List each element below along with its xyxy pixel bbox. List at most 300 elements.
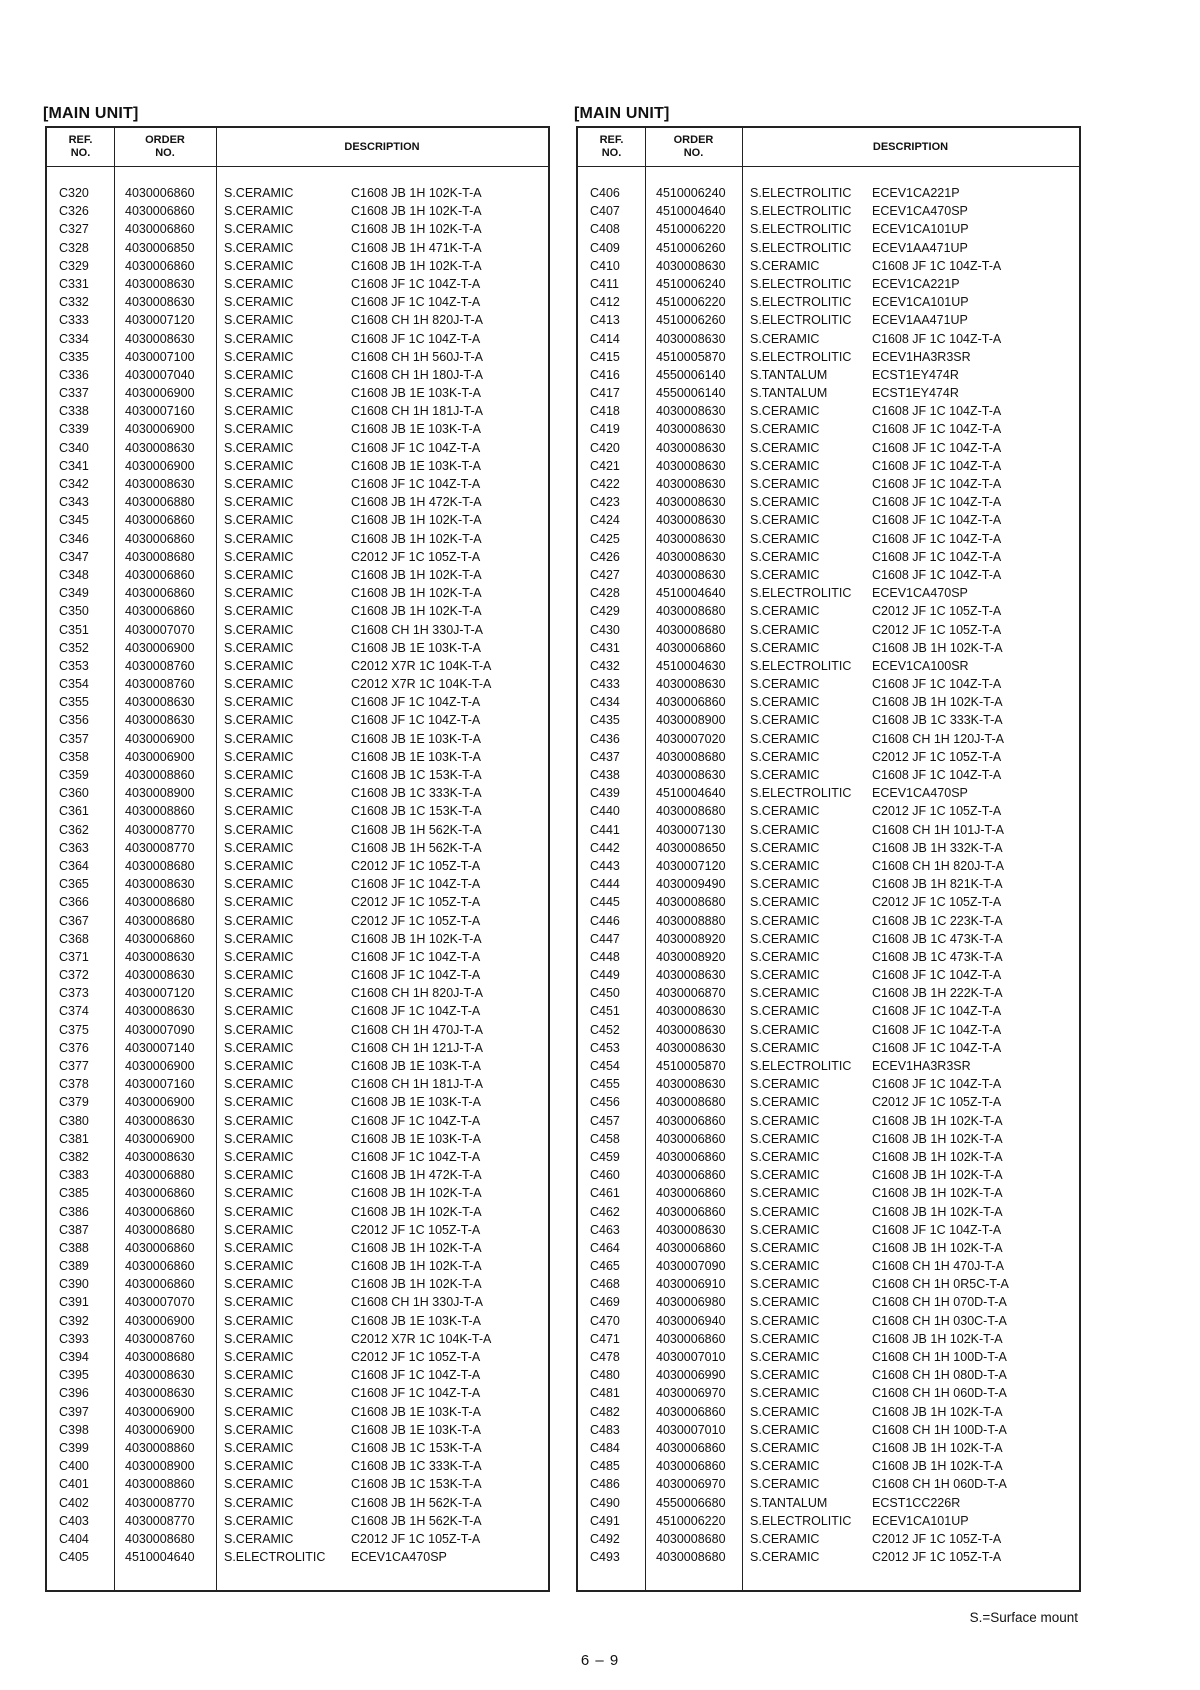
ref-cell: C481 xyxy=(590,1386,620,1401)
order-no-cell: 4030007140 xyxy=(125,1040,195,1055)
part-number-cell: C1608 JB 1H 102K-T-A xyxy=(351,204,482,219)
part-number-cell: ECEV1CA221P xyxy=(872,186,960,200)
part-type-cell: S.CERAMIC xyxy=(224,877,294,892)
table-row xyxy=(47,602,548,620)
order-no-cell: 4030006860 xyxy=(125,186,195,200)
part-number-cell: ECEV1CA470SP xyxy=(351,1550,447,1565)
order-no-cell: 4030008900 xyxy=(125,1459,195,1474)
part-type-cell: S.CERAMIC xyxy=(224,1513,294,1528)
table-row xyxy=(47,748,548,766)
ref-cell: C342 xyxy=(59,477,89,491)
table-row xyxy=(47,1184,548,1202)
part-type-cell: S.CERAMIC xyxy=(224,258,294,273)
ref-cell: C415 xyxy=(590,349,620,364)
order-no-cell: 4030008770 xyxy=(125,1495,195,1510)
ref-cell: C353 xyxy=(59,658,89,673)
ref-cell: C437 xyxy=(590,749,620,764)
part-number-cell: C1608 CH 1H 080D-T-A xyxy=(872,1368,1007,1383)
ref-cell: C398 xyxy=(59,1422,89,1437)
order-no-cell: 4030008630 xyxy=(125,477,195,491)
table-row xyxy=(578,875,1079,893)
order-no-cell: 4030008630 xyxy=(656,1222,726,1237)
part-number-cell: C1608 JF 1C 104Z-T-A xyxy=(351,1004,481,1019)
order-no-cell: 4030006860 xyxy=(656,1240,726,1255)
table-row xyxy=(47,657,548,675)
part-type-cell: S.CERAMIC xyxy=(224,768,294,782)
part-number-cell: C1608 JB 1C 153K-T-A xyxy=(351,804,482,819)
order-no-cell: 4030006860 xyxy=(125,567,195,582)
part-type-cell: S.CERAMIC xyxy=(224,1004,294,1019)
part-number-cell: ECST1EY474R xyxy=(872,386,959,401)
order-no-cell: 4030007090 xyxy=(656,1259,726,1274)
ref-cell: C426 xyxy=(590,549,620,564)
part-type-cell: S.CERAMIC xyxy=(224,586,294,601)
right-parts-section xyxy=(576,102,1081,1592)
part-number-cell: ECEV1AA471UP xyxy=(872,240,968,255)
part-type-cell: S.CERAMIC xyxy=(750,604,820,619)
table-row xyxy=(578,1494,1079,1512)
part-number-cell: C1608 JB 1E 103K-T-A xyxy=(351,1404,481,1419)
part-type-cell: S.CERAMIC xyxy=(224,440,294,455)
part-type-cell: S.CERAMIC xyxy=(750,986,820,1001)
table-row xyxy=(47,875,548,893)
part-type-cell: S.CERAMIC xyxy=(750,1350,820,1364)
order-no-cell: 4030008630 xyxy=(125,949,195,964)
order-no-cell: 4030006880 xyxy=(125,1168,195,1183)
part-number-cell: C1608 JF 1C 104Z-T-A xyxy=(351,1113,481,1128)
ref-cell: C408 xyxy=(590,222,620,237)
table-row xyxy=(47,893,548,911)
part-type-cell: S.CERAMIC xyxy=(224,240,294,255)
order-no-cell: 4030007160 xyxy=(125,404,195,419)
part-type-cell: S.CERAMIC xyxy=(224,531,294,546)
table-row xyxy=(47,711,548,729)
ref-cell: C416 xyxy=(590,367,620,382)
order-no-cell: 4030006860 xyxy=(125,1186,195,1201)
part-type-cell: S.CERAMIC xyxy=(224,1040,294,1055)
ref-cell: C363 xyxy=(59,840,89,855)
order-no-cell: 4030008630 xyxy=(125,1386,195,1401)
order-no-cell: 4030006860 xyxy=(125,204,195,219)
order-no-cell: 4030006940 xyxy=(656,1313,726,1328)
ref-cell: C331 xyxy=(59,276,89,291)
part-number-cell: C1608 CH 1H 120J-T-A xyxy=(872,731,1005,746)
order-no-cell: 4030008680 xyxy=(125,1222,195,1237)
order-no-cell: 4510006220 xyxy=(656,1513,726,1528)
part-type-cell: S.CERAMIC xyxy=(224,331,294,346)
part-number-cell: C1608 JB 1H 102K-T-A xyxy=(351,1240,482,1255)
table-row xyxy=(578,766,1079,784)
table-row xyxy=(47,366,548,384)
order-no-cell: 4030008630 xyxy=(125,276,195,291)
ref-cell: C419 xyxy=(590,422,620,437)
table-row xyxy=(47,311,548,329)
table-header xyxy=(47,128,548,167)
table-body xyxy=(47,184,548,1566)
ref-cell: C486 xyxy=(590,1477,620,1492)
part-type-cell: S.CERAMIC xyxy=(750,1404,820,1419)
table-row xyxy=(578,1203,1079,1221)
part-type-cell: S.CERAMIC xyxy=(224,567,294,582)
part-number-cell: C1608 CH 1H 060D-T-A xyxy=(872,1477,1007,1492)
order-no-cell: 4030008630 xyxy=(125,1149,195,1164)
part-number-cell: C1608 JF 1C 104Z-T-A xyxy=(351,877,481,892)
part-type-cell: S.CERAMIC xyxy=(224,731,294,746)
part-number-cell: C1608 JF 1C 104Z-T-A xyxy=(351,949,481,964)
part-type-cell: S.CERAMIC xyxy=(750,1477,820,1492)
table-row xyxy=(47,257,548,275)
ref-cell: C366 xyxy=(59,895,89,910)
part-type-cell: S.CERAMIC xyxy=(750,1095,820,1110)
part-type-cell: S.CERAMIC xyxy=(750,549,820,564)
part-type-cell: S.CERAMIC xyxy=(224,931,294,946)
ref-cell: C459 xyxy=(590,1149,620,1164)
part-type-cell: S.CERAMIC xyxy=(224,677,294,692)
part-type-cell: S.CERAMIC xyxy=(224,367,294,382)
part-type-cell: S.CERAMIC xyxy=(224,1277,294,1292)
order-no-cell: 4030006900 xyxy=(125,1131,195,1146)
part-number-cell: C1608 JB 1H 472K-T-A xyxy=(351,495,482,510)
part-type-cell: S.CERAMIC xyxy=(224,749,294,764)
table-row xyxy=(47,912,548,930)
header-description: DESCRIPTION xyxy=(872,140,949,153)
ref-cell: C360 xyxy=(59,786,89,801)
table-row xyxy=(578,202,1079,220)
ref-cell: C339 xyxy=(59,422,89,437)
ref-cell: C447 xyxy=(590,931,620,946)
ref-cell: C394 xyxy=(59,1350,89,1364)
order-no-cell: 4030006860 xyxy=(125,258,195,273)
order-no-cell: 4030008680 xyxy=(125,858,195,873)
ref-cell: C350 xyxy=(59,604,89,619)
table-row xyxy=(578,402,1079,420)
table-row xyxy=(578,293,1079,311)
left-parts-table xyxy=(45,126,550,1592)
part-number-cell: C1608 JF 1C 104Z-T-A xyxy=(872,567,1002,582)
order-no-cell: 4030008760 xyxy=(125,677,195,692)
part-number-cell: C2012 X7R 1C 104K-T-A xyxy=(351,1331,492,1346)
ref-cell: C327 xyxy=(59,222,89,237)
table-row xyxy=(578,1148,1079,1166)
order-no-cell: 4030008760 xyxy=(125,658,195,673)
part-type-cell: S.CERAMIC xyxy=(750,1295,820,1310)
ref-cell: C427 xyxy=(590,567,620,582)
part-type-cell: S.CERAMIC xyxy=(224,549,294,564)
table-row xyxy=(47,1166,548,1184)
ref-cell: C391 xyxy=(59,1295,89,1310)
table-row xyxy=(47,1057,548,1075)
ref-cell: C359 xyxy=(59,768,89,782)
order-no-cell: 4550006680 xyxy=(656,1495,726,1510)
order-no-cell: 4030006900 xyxy=(125,1404,195,1419)
order-no-cell: 4030006900 xyxy=(125,458,195,473)
order-no-cell: 4030006900 xyxy=(125,1422,195,1437)
part-type-cell: S.CERAMIC xyxy=(750,1040,820,1055)
ref-cell: C428 xyxy=(590,586,620,601)
part-type-cell: S.CERAMIC xyxy=(750,1222,820,1237)
ref-cell: C347 xyxy=(59,549,89,564)
ref-cell: C461 xyxy=(590,1186,620,1201)
ref-cell: C340 xyxy=(59,440,89,455)
part-number-cell: C1608 JF 1C 104Z-T-A xyxy=(872,258,1002,273)
table-row xyxy=(47,1257,548,1275)
part-type-cell: S.CERAMIC xyxy=(224,349,294,364)
part-type-cell: S.CERAMIC xyxy=(750,622,820,637)
table-row xyxy=(578,1403,1079,1421)
ref-cell: C462 xyxy=(590,1204,620,1219)
order-no-cell: 4030008770 xyxy=(125,822,195,837)
part-type-cell: S.CERAMIC xyxy=(750,1168,820,1183)
part-type-cell: S.CERAMIC xyxy=(224,513,294,528)
part-number-cell: C1608 JB 1H 102K-T-A xyxy=(872,1186,1003,1201)
table-row xyxy=(47,730,548,748)
part-number-cell: C1608 JF 1C 104Z-T-A xyxy=(351,1368,481,1383)
order-no-cell: 4030007120 xyxy=(125,986,195,1001)
order-no-cell: 4030008680 xyxy=(125,913,195,928)
part-number-cell: C1608 JB 1H 562K-T-A xyxy=(351,840,482,855)
order-no-cell: 4030008630 xyxy=(656,1077,726,1092)
order-no-cell: 4030008630 xyxy=(656,331,726,346)
table-row xyxy=(578,548,1079,566)
part-type-cell: S.CERAMIC xyxy=(224,1350,294,1364)
part-type-cell: S.ELECTROLITIC xyxy=(750,204,852,219)
order-no-cell: 4030007090 xyxy=(125,1022,195,1037)
part-number-cell: C1608 JB 1H 102K-T-A xyxy=(351,931,482,946)
ref-cell: C442 xyxy=(590,840,620,855)
order-no-cell: 4030006900 xyxy=(125,386,195,401)
part-number-cell: C1608 JB 1C 153K-T-A xyxy=(351,1440,482,1455)
ref-cell: C401 xyxy=(59,1477,89,1492)
part-number-cell: ECEV1CA101UP xyxy=(872,1513,969,1528)
order-no-cell: 4510006240 xyxy=(656,186,726,200)
part-type-cell: S.CERAMIC xyxy=(224,1422,294,1437)
part-number-cell: C1608 JB 1E 103K-T-A xyxy=(351,1131,481,1146)
order-no-cell: 4030006860 xyxy=(125,1277,195,1292)
order-no-cell: 4030008680 xyxy=(125,1350,195,1364)
ref-cell: C480 xyxy=(590,1368,620,1383)
ref-cell: C320 xyxy=(59,186,89,200)
left-parts-section xyxy=(45,102,550,1592)
order-no-cell: 4030006900 xyxy=(125,1313,195,1328)
table-row xyxy=(578,1002,1079,1020)
part-type-cell: S.CERAMIC xyxy=(224,1149,294,1164)
table-row xyxy=(47,1384,548,1402)
part-number-cell: ECEV1CA470SP xyxy=(872,586,968,601)
order-no-cell: 4030009490 xyxy=(656,877,726,892)
order-no-cell: 4030008680 xyxy=(125,895,195,910)
part-number-cell: C1608 JB 1H 102K-T-A xyxy=(351,1277,482,1292)
part-type-cell: S.CERAMIC xyxy=(224,1077,294,1092)
table-header xyxy=(578,128,1079,167)
ref-cell: C491 xyxy=(590,1513,620,1528)
part-number-cell: C1608 CH 1H 820J-T-A xyxy=(351,313,484,328)
table-row xyxy=(578,1384,1079,1402)
part-number-cell: C2012 JF 1C 105Z-T-A xyxy=(872,1095,1002,1110)
part-number-cell: C1608 JB 1E 103K-T-A xyxy=(351,422,481,437)
part-type-cell: S.CERAMIC xyxy=(224,1240,294,1255)
part-number-cell: C1608 JB 1E 103K-T-A xyxy=(351,731,481,746)
part-number-cell: C1608 JB 1C 223K-T-A xyxy=(872,913,1003,928)
part-number-cell: C1608 JB 1H 102K-T-A xyxy=(351,531,482,546)
ref-cell: C361 xyxy=(59,804,89,819)
part-number-cell: C2012 JF 1C 105Z-T-A xyxy=(351,858,481,873)
part-number-cell: C1608 JB 1E 103K-T-A xyxy=(351,458,481,473)
order-no-cell: 4030008630 xyxy=(656,258,726,273)
part-number-cell: C1608 JB 1H 102K-T-A xyxy=(351,1186,482,1201)
part-number-cell: C1608 JB 1H 102K-T-A xyxy=(872,1440,1003,1455)
part-number-cell: C1608 JF 1C 104Z-T-A xyxy=(872,1077,1002,1092)
ref-cell: C373 xyxy=(59,986,89,1001)
part-number-cell: C1608 JB 1H 562K-T-A xyxy=(351,1513,482,1528)
order-no-cell: 4030006970 xyxy=(656,1386,726,1401)
part-type-cell: S.CERAMIC xyxy=(224,477,294,491)
order-no-cell: 4030008630 xyxy=(125,877,195,892)
order-no-cell: 4510004640 xyxy=(656,786,726,801)
ref-cell: C432 xyxy=(590,658,620,673)
part-number-cell: C1608 JB 1H 562K-T-A xyxy=(351,822,482,837)
part-number-cell: C1608 JF 1C 104Z-T-A xyxy=(351,295,481,310)
part-number-cell: C1608 JB 1H 102K-T-A xyxy=(351,1259,482,1274)
ref-cell: C387 xyxy=(59,1222,89,1237)
order-no-cell: 4030008920 xyxy=(656,949,726,964)
table-row xyxy=(578,275,1079,293)
ref-cell: C399 xyxy=(59,1440,89,1455)
part-type-cell: S.CERAMIC xyxy=(224,1313,294,1328)
part-number-cell: C1608 CH 1H 180J-T-A xyxy=(351,367,484,382)
table-row xyxy=(578,839,1079,857)
order-no-cell: 4030006990 xyxy=(656,1368,726,1383)
part-number-cell: C1608 JB 1H 102K-T-A xyxy=(872,1131,1003,1146)
order-no-cell: 4030008880 xyxy=(656,913,726,928)
table-row xyxy=(47,420,548,438)
part-number-cell: C2012 JF 1C 105Z-T-A xyxy=(351,1531,481,1546)
order-no-cell: 4030006860 xyxy=(656,1168,726,1183)
part-number-cell: C1608 JB 1H 821K-T-A xyxy=(872,877,1003,892)
table-row xyxy=(578,239,1079,257)
part-type-cell: S.CERAMIC xyxy=(750,258,820,273)
ref-cell: C452 xyxy=(590,1022,620,1037)
ref-cell: C337 xyxy=(59,386,89,401)
part-type-cell: S.CERAMIC xyxy=(750,513,820,528)
order-no-cell: 4030006860 xyxy=(656,640,726,655)
order-no-cell: 4030008860 xyxy=(125,1477,195,1492)
ref-cell: C454 xyxy=(590,1059,620,1073)
part-number-cell: C1608 CH 1H 121J-T-A xyxy=(351,1040,484,1055)
table-row xyxy=(578,1021,1079,1039)
part-type-cell: S.CERAMIC xyxy=(224,1131,294,1146)
order-no-cell: 4030008680 xyxy=(656,622,726,637)
part-number-cell: C1608 JF 1C 104Z-T-A xyxy=(351,968,481,983)
ref-cell: C453 xyxy=(590,1040,620,1055)
ref-cell: C411 xyxy=(590,276,619,291)
part-type-cell: S.CERAMIC xyxy=(750,1440,820,1455)
table-row xyxy=(578,330,1079,348)
ref-cell: C431 xyxy=(590,640,620,655)
part-type-cell: S.ELECTROLITIC xyxy=(750,1513,852,1528)
table-row xyxy=(47,584,548,602)
table-row xyxy=(47,1330,548,1348)
table-row xyxy=(578,1112,1079,1130)
order-no-cell: 4030006860 xyxy=(125,604,195,619)
part-number-cell: C1608 JB 1C 333K-T-A xyxy=(351,786,482,801)
part-number-cell: C1608 JB 1H 102K-T-A xyxy=(872,1168,1003,1183)
part-type-cell: S.CERAMIC xyxy=(750,804,820,819)
part-number-cell: C1608 JB 1C 333K-T-A xyxy=(351,1459,482,1474)
order-no-cell: 4030006860 xyxy=(125,513,195,528)
table-row xyxy=(47,1221,548,1239)
part-type-cell: S.ELECTROLITIC xyxy=(750,313,852,328)
table-row xyxy=(47,457,548,475)
part-number-cell: C1608 CH 1H 820J-T-A xyxy=(872,858,1005,873)
ref-cell: C445 xyxy=(590,895,620,910)
order-no-cell: 4030006880 xyxy=(125,495,195,510)
table-row xyxy=(47,857,548,875)
ref-cell: C433 xyxy=(590,677,620,692)
table-row xyxy=(578,784,1079,802)
ref-cell: C478 xyxy=(590,1350,620,1364)
ref-cell: C389 xyxy=(59,1259,89,1274)
table-row xyxy=(47,1075,548,1093)
ref-cell: C492 xyxy=(590,1531,620,1546)
order-no-cell: 4030006900 xyxy=(125,1095,195,1110)
part-number-cell: C1608 JF 1C 104Z-T-A xyxy=(872,458,1002,473)
part-type-cell: S.CERAMIC xyxy=(750,1422,820,1437)
part-type-cell: S.CERAMIC xyxy=(750,440,820,455)
ref-cell: C396 xyxy=(59,1386,89,1401)
part-number-cell: C1608 JB 1H 102K-T-A xyxy=(872,1204,1003,1219)
part-type-cell: S.CERAMIC xyxy=(750,1331,820,1346)
table-row xyxy=(578,966,1079,984)
table-row xyxy=(578,420,1079,438)
order-no-cell: 4030006900 xyxy=(125,731,195,746)
part-type-cell: S.CERAMIC xyxy=(750,713,820,728)
part-number-cell: C1608 CH 1H 100D-T-A xyxy=(872,1350,1007,1364)
part-type-cell: S.CERAMIC xyxy=(750,1459,820,1474)
table-row xyxy=(47,821,548,839)
part-type-cell: S.CERAMIC xyxy=(224,895,294,910)
part-number-cell: C1608 JF 1C 104Z-T-A xyxy=(872,968,1002,983)
part-type-cell: S.CERAMIC xyxy=(750,1259,820,1274)
table-row xyxy=(47,1439,548,1457)
table-row xyxy=(47,784,548,802)
part-number-cell: C1608 JF 1C 104Z-T-A xyxy=(872,549,1002,564)
table-row xyxy=(578,1548,1079,1566)
ref-cell: C377 xyxy=(59,1059,89,1073)
order-no-cell: 4030008630 xyxy=(656,1040,726,1055)
ref-cell: C471 xyxy=(590,1331,620,1346)
ref-cell: C458 xyxy=(590,1131,620,1146)
part-type-cell: S.CERAMIC xyxy=(224,1404,294,1419)
ref-cell: C386 xyxy=(59,1204,89,1219)
table-row xyxy=(578,1184,1079,1202)
part-type-cell: S.CERAMIC xyxy=(224,1095,294,1110)
part-type-cell: S.CERAMIC xyxy=(224,1331,294,1346)
ref-cell: C368 xyxy=(59,931,89,946)
ref-cell: C388 xyxy=(59,1240,89,1255)
table-row xyxy=(47,966,548,984)
part-type-cell: S.CERAMIC xyxy=(750,1077,820,1092)
table-row xyxy=(578,257,1079,275)
header-order-no: ORDER NO. xyxy=(145,134,185,159)
order-no-cell: 4030008680 xyxy=(656,1095,726,1110)
part-type-cell: S.TANTALUM xyxy=(750,386,828,401)
part-type-cell: S.CERAMIC xyxy=(224,1022,294,1037)
part-number-cell: C1608 CH 1H 330J-T-A xyxy=(351,1295,484,1310)
order-no-cell: 4030008680 xyxy=(656,604,726,619)
ref-cell: C429 xyxy=(590,604,620,619)
order-no-cell: 4030006860 xyxy=(125,1204,195,1219)
table-row xyxy=(47,220,548,238)
